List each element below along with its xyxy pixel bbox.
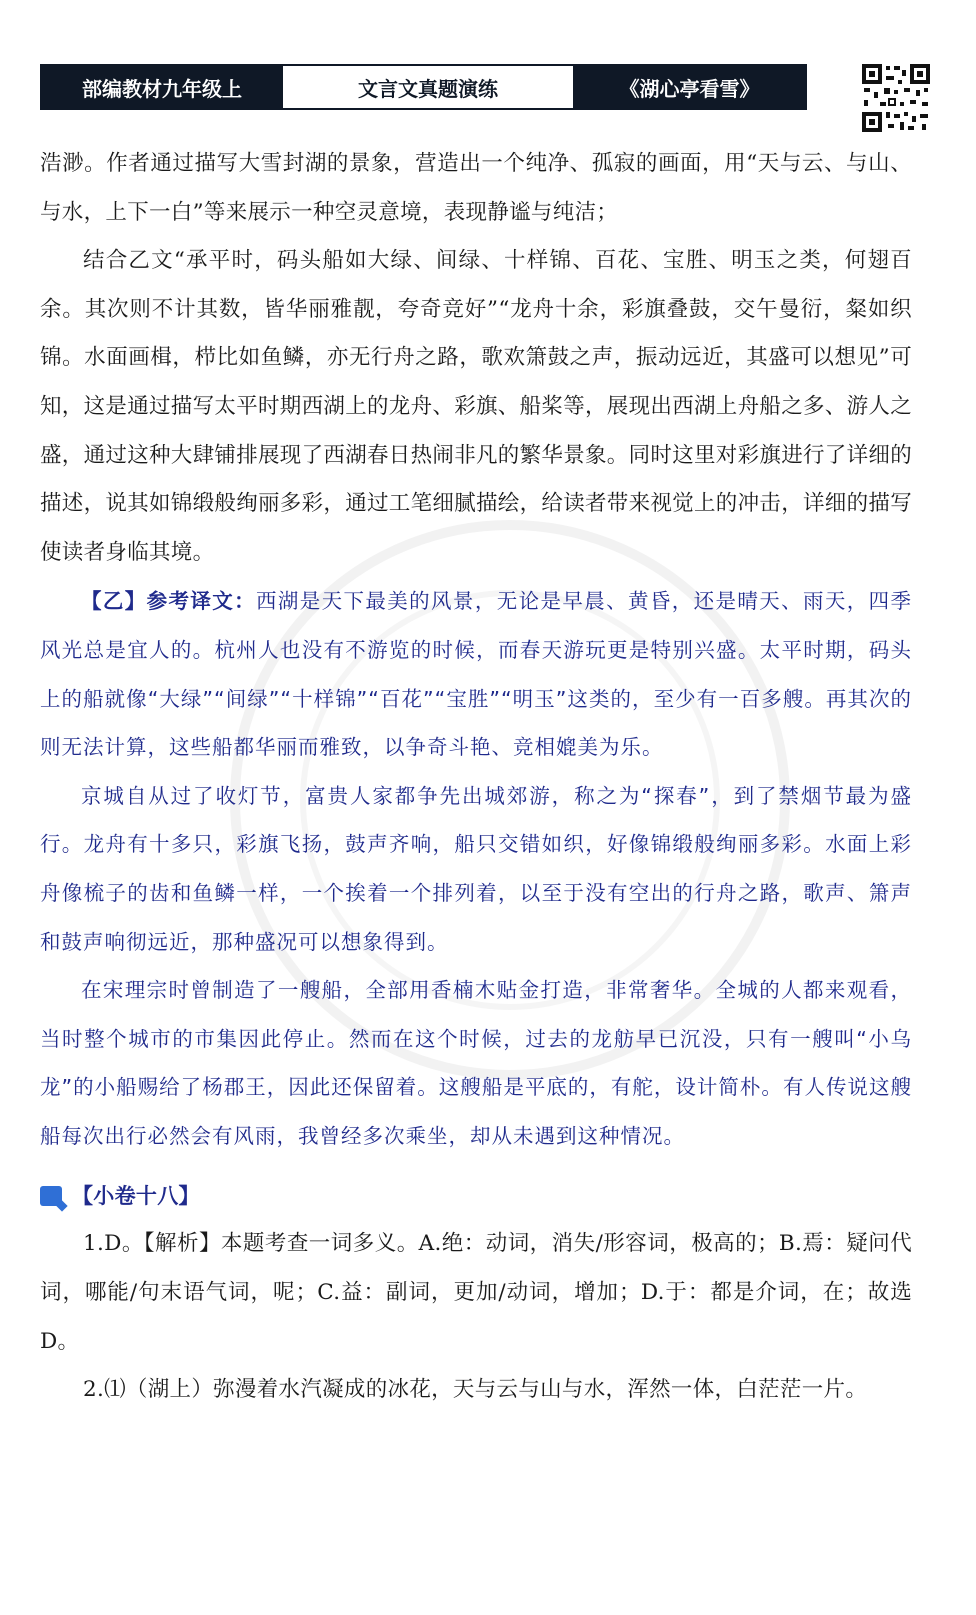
translation-paragraph-3: 在宋理宗时曾制造了一艘船，全部用香楠木贴金打造，非常奢华。全城的人都来观看，当时整个城市的市集因此停止。然而在这个时候，过去的龙舫早已沉没，只有一艘叫“小乌龙”的小船赐给了杨郡王，因此还保留着。这艘船是平底的，有舵，设计简朴。有人传说这艘船每次出行必然会有风雨，我曾经多次乘坐，却从未遇到这种情况。	[40, 978, 912, 1148]
header-grade: 部编教材九年级上	[42, 66, 282, 108]
answer-1: 1.D。【解析】本题考查一词多义。A.绝：动词，消失/形容词，极高的；B.焉：疑问代词，哪能/句末语气词，呢；C.益：副词，更加/动词，增加；D.于：都是介词，在；故选D。	[40, 1231, 912, 1354]
answer-2: 2.⑴（湖上）弥漫着水汽凝成的冰花，天与云与山与水，浑然一体，白茫茫一片。	[83, 1377, 868, 1403]
header-bar	[40, 64, 807, 110]
header-lesson: 《湖心亭看雪》	[574, 66, 805, 108]
translation-label: 【乙】参考译文：	[81, 589, 257, 614]
section-header	[40, 1172, 912, 1220]
qr-code-icon	[860, 62, 932, 134]
section-title: 【小卷十八】	[72, 1184, 200, 1209]
chat-bubble-icon	[40, 1186, 62, 1206]
translation-paragraph-1	[40, 577, 912, 771]
paragraph-continued: 浩渺。作者通过描写大雪封湖的景象，营造出一个纯净、孤寂的画面，用“天与云、与山、与水，上下一白”等来展示一种空灵意境，表现静谧与纯洁；	[40, 151, 912, 225]
paragraph-analysis: 结合乙文“承平时，码头船如大绿、间绿、十样锦、百花、宝胜、明玉之类，何翅百余。其次则不计其数，皆华丽雅靓，夸奇竞好”“龙舟十余，彩旗叠鼓，交午曼衍，粲如织锦。水面画楫，栉比如鱼鳞，亦无行舟之路，歌欢箫鼓之声，振动远近，其盛可以想见”可知，这是通过描写太平时期西湖上的龙舟、彩旗、船桨等，展现出西湖上舟船之多、游人之盛，通过这种大肆铺排展现了西湖春日热闹非凡的繁华景象。同时这里对彩旗进行了详细的描述，说其如锦缎般绚丽多彩，通过工笔细腻描绘，给读者带来视觉上的冲击，详细的描写使读者身临其境。	[40, 248, 913, 565]
document-body	[40, 140, 912, 1415]
translation-paragraph-2: 京城自从过了收灯节，富贵人家都争先出城郊游，称之为“探春”，到了禁烟节最为盛行。龙舟有十多只，彩旗飞扬，鼓声齐响，船只交错如织，好像锦缎般绚丽多彩。水面上彩舟像梳子的齿和鱼鳞一样，一个挨着一个排列着，以至于没有空出的行舟之路，歌声、箫声和鼓声响彻远近，那种盛况可以想象得到。	[40, 783, 912, 954]
header-topic: 文言文真题演练	[282, 66, 574, 108]
translation-text-1: 西湖是天下最美的风景，无论是早晨、黄昏，还是晴天、雨天，四季风光总是宜人的。杭州人也没有不游览的时候，而春天游玩更是特别兴盛。太平时期，码头上的船就像“大绿”“间绿”“十样锦”“百花”“宝胜”“明玉”这类的，至少有一百多艘。再其次的则无法计算，这些船都华丽而雅致，以争奇斗艳、竞相媲美为乐。	[40, 589, 913, 760]
